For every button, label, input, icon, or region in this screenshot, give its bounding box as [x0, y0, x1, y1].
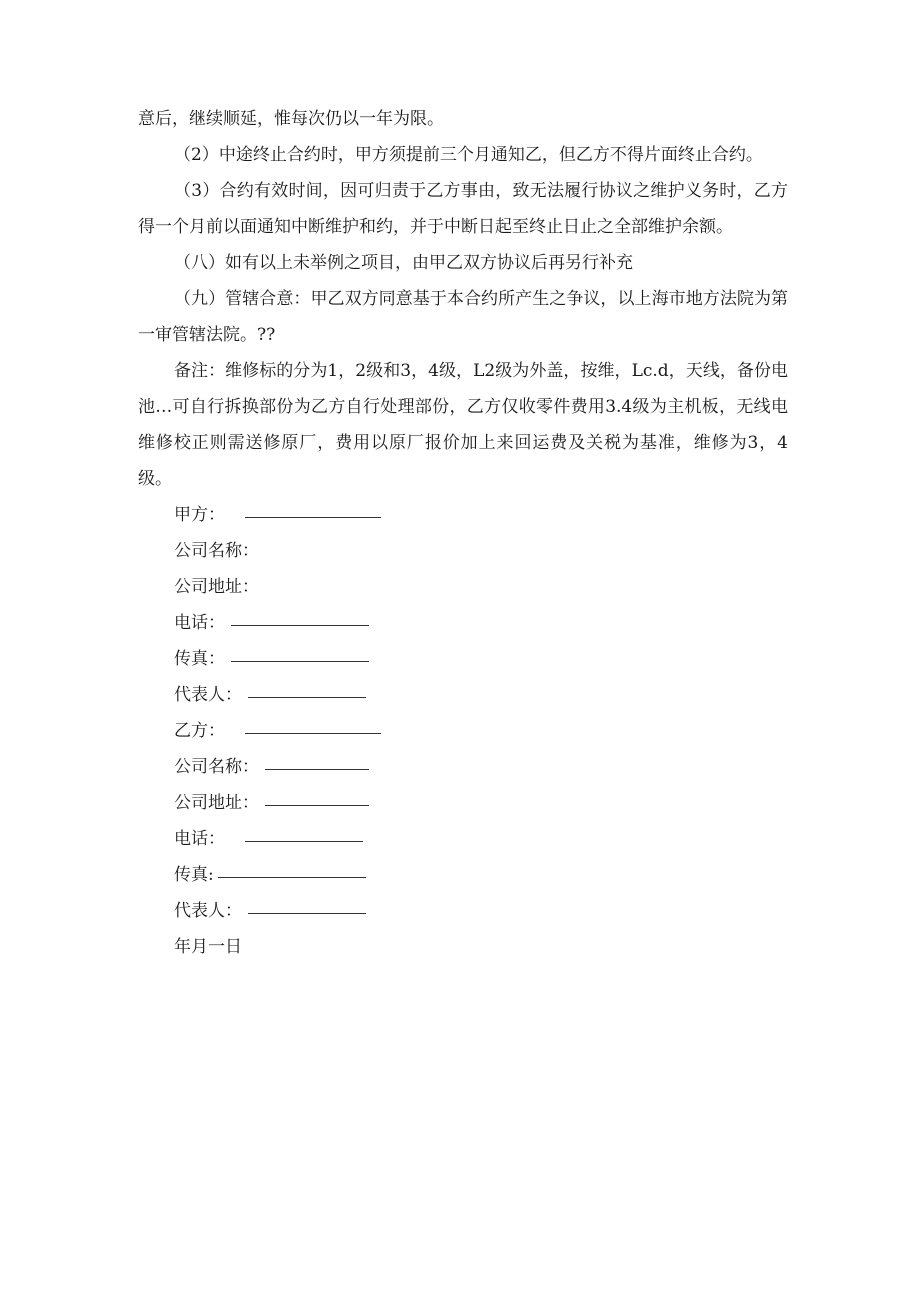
party-b-company-name-label: 公司名称： — [174, 757, 259, 777]
party-b-company-name — [138, 749, 788, 785]
date-line — [138, 929, 788, 965]
party-a-fax-label: 传真： — [174, 649, 225, 669]
party-a-fax-line[interactable] — [231, 643, 369, 662]
party-b-title — [138, 713, 788, 749]
party-a-label: 甲方： — [174, 505, 225, 525]
party-a-phone — [138, 605, 788, 641]
party-b-phone — [138, 821, 788, 857]
party-b-phone-label: 电话： — [174, 829, 225, 849]
party-b-representative-label: 代表人： — [174, 901, 242, 921]
party-b-representative — [138, 893, 788, 929]
clause-jurisdiction: （九）管辖合意：甲乙双方同意基于本合约所产生之争议，以上海市地方法院为第一审管辖法院。?? — [138, 289, 788, 345]
remarks: 备注：维修标的分为1，2级和3，4级，L2级为外盖，按维，Lc.d，天线，备份电池…可自行拆换部份为乙方自行处理部份，乙方仅收零件费用3.4级为主机板，无线电维修校正则需送修原厂，费用以原厂报价加上来回运费及关税为基准，维修为3，4级。 — [138, 361, 788, 489]
document-body — [138, 101, 788, 965]
party-b-fax — [138, 857, 788, 893]
party-a-company-address-label: 公司地址： — [174, 577, 259, 597]
party-a-company-address — [138, 569, 788, 605]
clause-early-termination: （2）中途终止合约时，甲方须提前三个月通知乙，但乙方不得片面终止合约。 — [174, 145, 763, 165]
clause-validity: （3）合约有效时间，因可归责于乙方事由，致无法履行协议之维护义务时，乙方得一个月前以面通知中断维护和约，并于中断日起至终止日止之全部维护余额。 — [138, 181, 788, 237]
party-a-representative-label: 代表人： — [174, 685, 242, 705]
clause-supplement: （八）如有以上未举例之项目，由甲乙双方协议后再另行补充 — [174, 253, 633, 273]
party-b-company-address-label: 公司地址： — [174, 793, 259, 813]
party-b-representative-line[interactable] — [248, 895, 366, 914]
party-a-title — [138, 497, 788, 533]
date-label: 年月一日 — [174, 937, 242, 957]
clause-continuation: 意后，继续顺延，惟每次仍以一年为限。 — [138, 109, 444, 129]
party-b-phone-line[interactable] — [245, 823, 363, 842]
party-a-fax — [138, 641, 788, 677]
party-a-representative-line[interactable] — [248, 679, 366, 698]
party-b-signature-line[interactable] — [245, 715, 381, 734]
party-b-fax-label: 传真: — [174, 865, 214, 885]
party-a-phone-label: 电话： — [174, 613, 225, 633]
party-b-fax-line[interactable] — [218, 859, 366, 878]
party-a-phone-line[interactable] — [231, 607, 369, 626]
party-b-company-name-line[interactable] — [265, 751, 369, 770]
party-b-label: 乙方： — [174, 721, 225, 741]
party-b-company-address — [138, 785, 788, 821]
party-a-representative — [138, 677, 788, 713]
party-a-company-name-label: 公司名称： — [174, 541, 259, 561]
party-b-company-address-line[interactable] — [265, 787, 369, 806]
party-a-signature-line[interactable] — [245, 499, 381, 518]
party-a-company-name — [138, 533, 788, 569]
